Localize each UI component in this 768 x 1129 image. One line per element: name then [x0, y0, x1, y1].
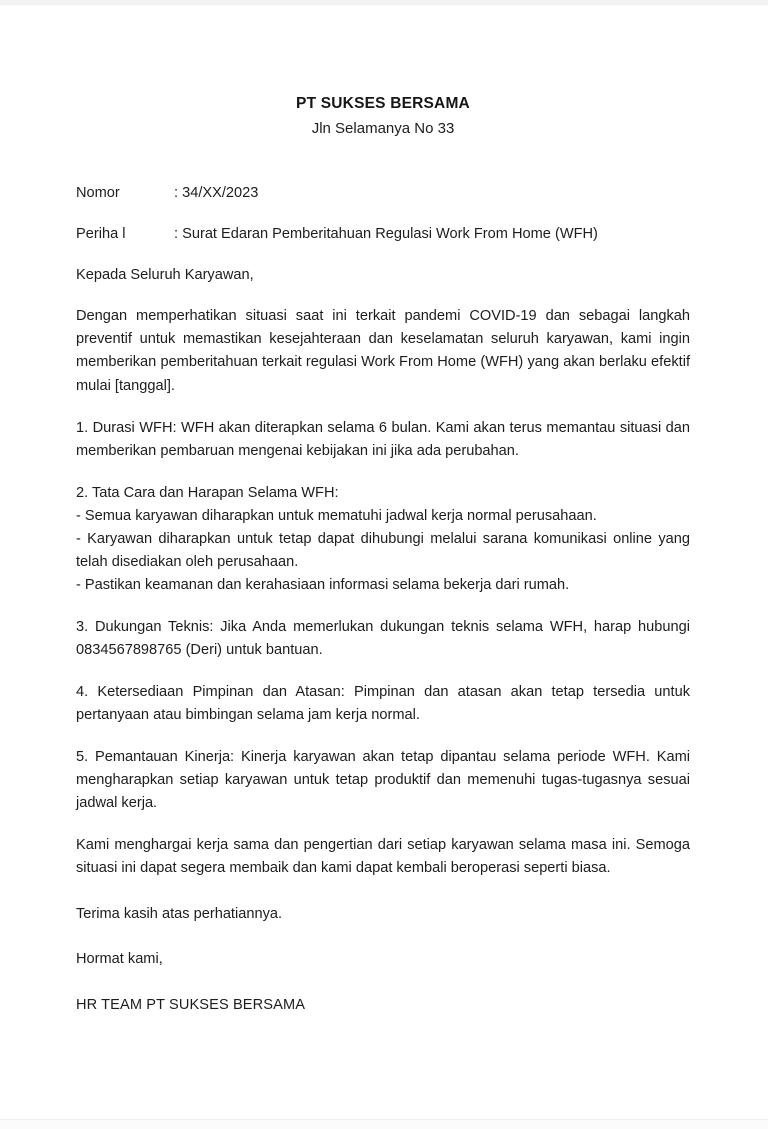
- salutation: Kepada Seluruh Karyawan,: [76, 267, 254, 284]
- list-item: - Pastikan keamanan dan kerahasiaan informasi selama bekerja dari rumah.: [76, 576, 570, 593]
- thanks-line: Terima kasih atas perhatiannya.: [76, 906, 283, 923]
- clause-3-technical-support: 3. Dukungan Teknis: Jika Anda memerlukan dukungan teknis selama WFH, harap hubungi 0834567898765 (Deri) untuk bantuan.: [76, 618, 690, 658]
- list-item: - Karyawan diharapkan untuk tetap dapat dihubungi melalui sarana komunikasi online yang telah disediakan oleh perusahaan.: [76, 530, 690, 570]
- clause-2-bullet-list: [76, 505, 690, 597]
- metadata-label: Periha l: [76, 226, 126, 243]
- clause-4-management-availability: 4. Ketersediaan Pimpinan dan Atasan: Pimpinan dan atasan akan tetap tersedia untuk pertanyaan atau bimbingan selama jam kerja normal.: [76, 684, 690, 724]
- clause-1-duration: 1. Durasi WFH: WFH akan diterapkan selama 6 bulan. Kami akan terus memantau situasi dan memberikan pembaruan mengenai kebijakan ini jika ada perubahan.: [76, 419, 690, 459]
- company-name: PT SUKSES BERSAMA: [296, 95, 470, 112]
- metadata-row-perihal: [76, 224, 690, 245]
- appreciation-paragraph: Kami menghargai kerja sama dan pengertian dari setiap karyawan selama masa ini. Semoga situasi ini dapat segera membaik dan kami dapat kembali beroperasi seperti biasa.: [76, 837, 690, 877]
- metadata-row-nomor: [76, 183, 690, 204]
- letterhead: [76, 94, 690, 139]
- intro-paragraph: Dengan memperhatikan situasi saat ini terkait pandemi COVID-19 dan sebagai langkah preventif untuk memastikan kesejahteraan dan keselamatan seluruh karyawan, kami ingin memberikan pemberitahuan terkait regulasi Work From Home (WFH) yang akan berlaku efektif mulai [tanggal].: [76, 308, 690, 394]
- metadata-label: Nomor: [76, 184, 120, 201]
- letter-metadata: [76, 183, 690, 245]
- regards-line: Hormat kami,: [76, 951, 163, 968]
- document-content: [76, 6, 690, 1016]
- page-bottom-edge: [0, 1119, 768, 1120]
- company-address: Jln Selamanya No 33: [311, 119, 455, 137]
- document-page: [0, 6, 768, 1120]
- clause-5-performance-monitoring: 5. Pemantauan Kinerja: Kinerja karyawan akan tetap dipantau selama periode WFH. Kami mengharapkan setiap karyawan untuk tetap produktif dan memenuhi tugas-tugasnya sesuai jadwal kerja.: [76, 749, 690, 812]
- list-item: - Semua karyawan diharapkan untuk mematuhi jadwal kerja normal perusahaan.: [76, 507, 597, 524]
- clause-2-heading: 2. Tata Cara dan Harapan Selama WFH:: [76, 484, 339, 501]
- metadata-value: : 34/XX/2023: [174, 184, 259, 201]
- metadata-value: : Surat Edaran Pemberitahuan Regulasi Work From Home (WFH): [174, 226, 598, 243]
- signature-line: HR TEAM PT SUKSES BERSAMA: [76, 996, 306, 1013]
